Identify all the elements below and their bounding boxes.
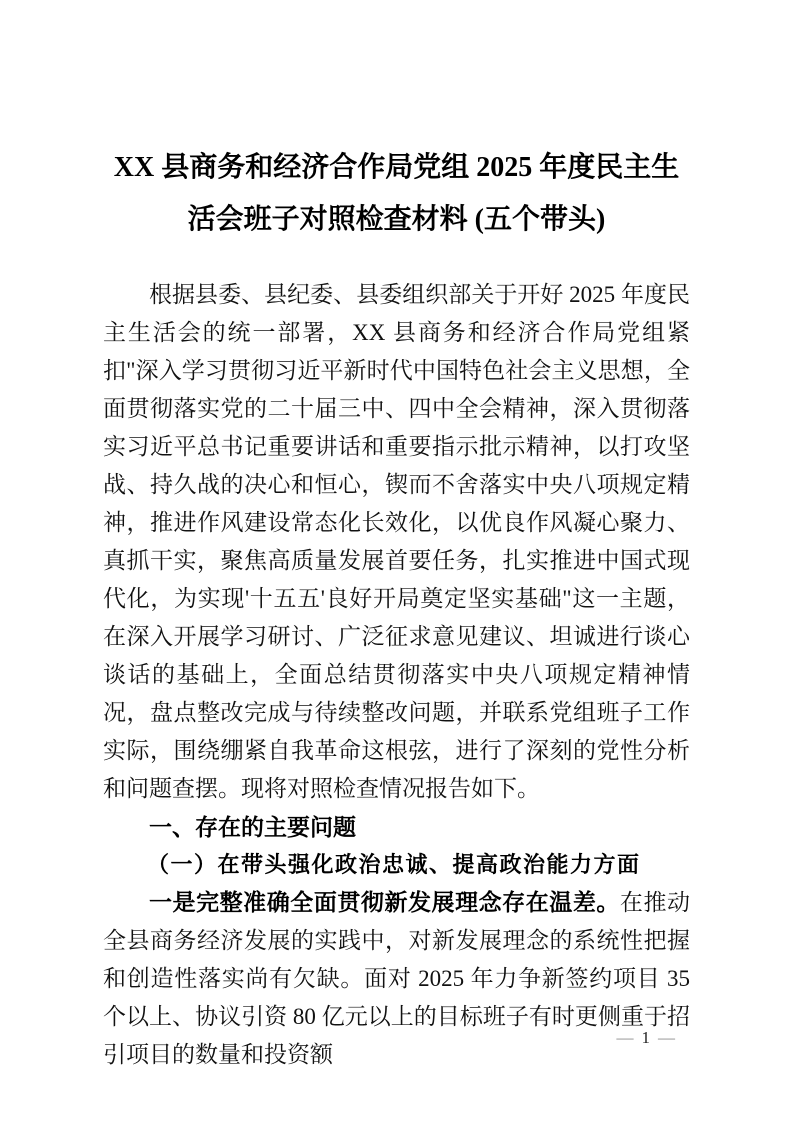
document-content [103,142,690,1074]
page-number-footer [617,1028,676,1048]
point-1-lead: 一是完整准确全面贯彻新发展理念存在温差。 [149,890,620,915]
point-1-text: 在推动全县商务经济发展的实践中，对新发展理念的系统性把握和创造性落实尚有欠缺。面对 2025 年力争新签约项目 35 个以上、协议引资 80 亿元以上的目标班子有时更侧重于招引项目的数量和投资额 [103,890,691,1067]
footer-dash-right: — [658,1028,675,1047]
section-1-1-subheading: （一）在带头强化政治忠诚、提高政治能力方面 [147,852,641,877]
section-1-heading: 一、存在的主要问题 [149,814,356,840]
point-1-paragraph [103,884,690,1074]
document-title: XX 县商务和经济合作局党组 2025 年度民主生活会班子对照检查材料 (五个带头) [113,152,680,235]
footer-page-number: 1 [641,1028,650,1047]
footer-dash-left: — [616,1028,634,1047]
intro-paragraph: 根据县委、县纪委、县委组织部关于开好 2025 年度民主生活会的统一部署，XX 县商务和经济合作局党组紧扣"深入学习贯彻习近平新时代中国特色社会主义思想，全面贯彻落实党的二十届三中、四中全会精神，深入贯彻落实习近平总书记重要讲话和重要指示批示精神，以打攻坚战、持久战的决心和恒心，锲而不舍落实中央八项规定精神，推进作风建设常态化长效化，以优良作风凝心聚力、真抓干实，聚焦高质量发展首要任务，扎实推进中国式现代化，为实现'十五五'良好开局奠定坚实基础"这一主题，在深入开展学习研讨、广泛征求意见建议、坦诚进行谈心谈话的基础上，全面总结贯彻落实中央八项规定精神情况，盘点整改完成与待续整改问题，并联系党组班子工作实际，围绕绷紧自我革命这根弦，进行了深刻的党性分析和问题查摆。现将对照检查情况报告如下。 [103,282,690,801]
